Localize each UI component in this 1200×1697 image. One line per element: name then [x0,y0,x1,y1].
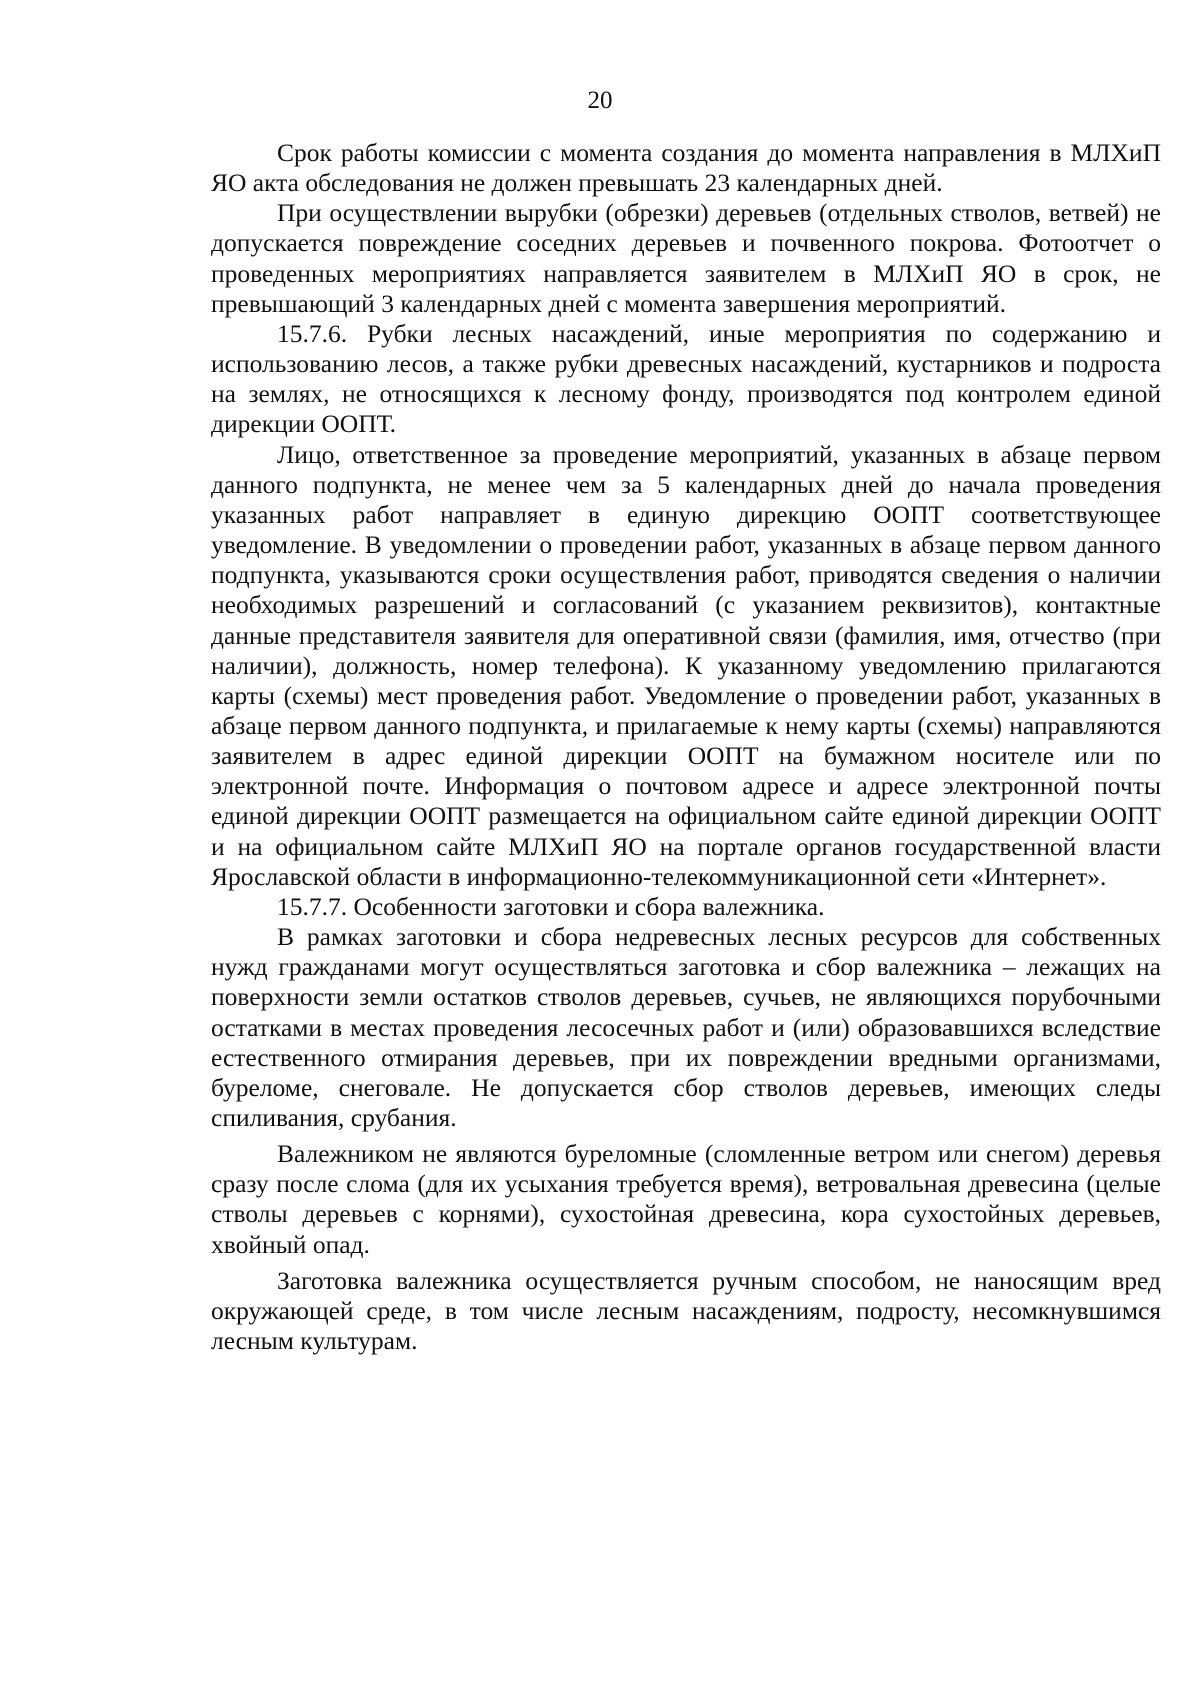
paragraph-deadwood-method: Заготовка валежника осуществляется ручным способом, не наносящим вред окружающей среде, в том числе лесным насаждениям, подросту, несомкнувшимся лесным культурам. [211,1265,1161,1356]
document-body [211,138,1161,1356]
paragraph-felling-photo-report: При осуществлении вырубки (обрезки) деревьев (отдельных стволов, ветвей) не допускается повреждение соседних деревьев и почвенного покрова. Фотоотчет о проведенных мероприятиях направляется заявителем в МЛХиП ЯО в срок, не превышающий 3 календарных дней с момента завершения мероприятий. [211,198,1161,318]
paragraph-commission-term: Срок работы комиссии с момента создания до момента направления в МЛХиП ЯО акта обследования не должен превышать 23 календарных дней. [211,138,1161,198]
page-number: 20 [587,87,613,114]
paragraph-15-7-6: 15.7.6. Рубки лесных насаждений, иные мероприятия по содержанию и использованию лесов, а также рубки древесных насаждений, кустарников и подроста на землях, не относящихся к лесному фонду, производятся под контролем единой дирекции ООПТ. [211,318,1161,439]
paragraph-notification: Лицо, ответственное за проведение мероприятий, указанных в абзаце первом данного подпункта, не менее чем за 5 календарных дней до начала проведения указанных работ направляет в единую дирекцию ООПТ соответствующее уведомление. В уведомлении о проведении работ, указанных в абзаце первом данного подпункта, указываются сроки осуществления работ, приводятся сведения о наличии необходимых разрешений и согласований (с указанием реквизитов), контактные данные представителя заявителя для оперативной связи (фамилия, имя, отчество (при наличии), должность, номер телефона). К указанному уведомлению прилагаются карты (схемы) мест проведения работ. Уведомление о проведении работ, указанных в абзаце первом данного подпункта, и прилагаемые к нему карты (схемы) направляются заявителем в адрес единой дирекции ООПТ на бумажном носителе или по электронной почте. Информация о почтовом адресе и адресе электронной почты единой дирекции ООПТ размещается на официальном сайте единой дирекции ООПТ и на официальном сайте МЛХиП ЯО на портале органов государственной власти Ярославской области в информационно-телекоммуникационной сети «Интернет». [211,439,1161,891]
paragraph-deadwood-definition: Валежником не являются буреломные (сломленные ветром или снегом) деревья сразу после слома (для их усыхания требуется время), ветровальная древесина (целые стволы деревьев с корнями), сухостойная древесина, кора сухостойных деревьев, хвойный опад. [211,1139,1161,1259]
paragraph-15-7-7-heading: 15.7.7. Особенности заготовки и сбора валежника. [277,891,825,921]
paragraph-deadwood-collection: В рамках заготовки и сбора недревесных лесных ресурсов для собственных нужд гражданами могут осуществляться заготовка и сбор валежника – лежащих на поверхности земли остатков стволов деревьев, сучьев, не являющихся порубочными остатками в местах проведения лесосечных работ и (или) образовавшихся вследствие естественного отмирания деревьев, при их повреждении вредными организмами, буреломе, снеговале. Не допускается сбор стволов деревьев, имеющих следы спиливания, срубания. [211,922,1161,1132]
